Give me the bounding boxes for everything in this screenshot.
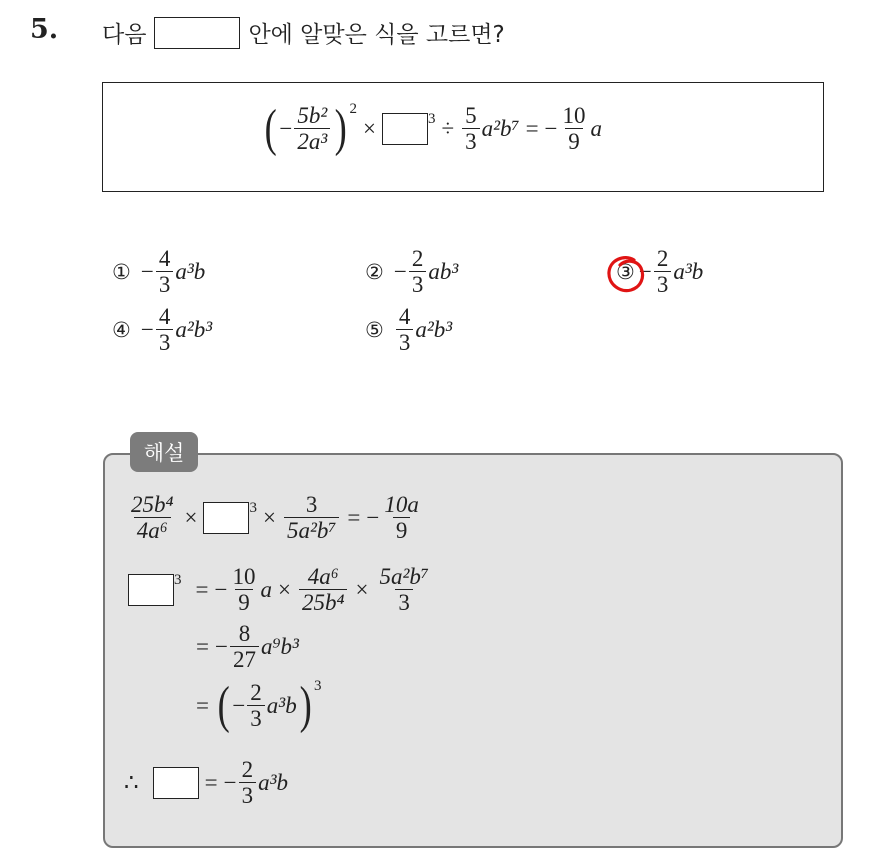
fraction-numerator: 5b² [297, 102, 328, 128]
times-sign: × [277, 577, 291, 603]
rhs-variable: a [590, 116, 603, 141]
choice-term: a³b [175, 259, 206, 285]
fraction-denominator: 25b⁴ [299, 589, 348, 615]
solution-line-4 [196, 677, 322, 734]
times-sign: × [262, 505, 276, 531]
answer-blank-box [154, 17, 240, 49]
fraction [128, 493, 177, 543]
fraction-numerator: 5 [465, 102, 477, 128]
choice-number: ④ [112, 318, 131, 343]
right-paren: ) [299, 677, 312, 734]
solution-line-3 [196, 622, 299, 672]
choice-number [616, 260, 635, 284]
fraction-numerator: 2 [411, 246, 424, 271]
fraction [247, 681, 265, 731]
fraction [376, 565, 431, 615]
choice-sign: − [393, 259, 407, 285]
fraction-denominator: 3 [462, 128, 480, 154]
choice-fraction [409, 247, 427, 297]
equals-sign: = [196, 634, 209, 660]
fraction-numerator: 4 [158, 246, 171, 271]
variable: a [260, 577, 272, 603]
choice-fraction [654, 247, 672, 297]
fraction-denominator: 5a²b⁷ [284, 517, 339, 543]
solution-blank-box [153, 767, 199, 799]
fraction-numerator: 2 [241, 757, 254, 782]
minus-sign: − [214, 577, 228, 603]
choice-term: a³b [673, 259, 704, 285]
fraction-numerator: 4 [158, 304, 171, 329]
minus-sign: − [232, 693, 246, 718]
solution-term: a³b [258, 770, 289, 796]
choice-2[interactable] [365, 247, 458, 297]
solution-line-1 [126, 493, 424, 543]
fraction-denominator: 3 [156, 329, 174, 355]
solution-line-2 [128, 565, 434, 615]
fraction-numerator: 4a⁶ [307, 564, 339, 589]
choice-sign: − [140, 259, 154, 285]
question-text-after: 안에 알맞은 식을 고르면? [248, 22, 505, 48]
solution-term: a⁹b³ [260, 634, 299, 660]
fraction-numerator: 10a [384, 492, 419, 517]
minus-sign: − [214, 634, 228, 660]
left-paren: ( [264, 100, 277, 157]
fraction-denominator: 3 [156, 271, 174, 297]
equals-sign: = [196, 693, 209, 718]
choice-5[interactable] [365, 305, 452, 355]
times-sign: × [363, 116, 377, 141]
fraction-numerator: 8 [238, 621, 251, 646]
fraction-numerator: 25b⁴ [131, 492, 174, 517]
solution-blank-box [128, 574, 174, 606]
minus-sign: − [366, 505, 380, 531]
fraction-denominator: 3 [396, 329, 414, 355]
choice-number: ① [112, 260, 131, 285]
outer-exponent: 3 [314, 677, 322, 694]
fraction-numerator: 10 [562, 102, 586, 128]
outer-exponent: 2 [349, 100, 358, 117]
fraction [299, 565, 348, 615]
fraction-denominator: 4a⁶ [134, 517, 171, 543]
choice-number-text: ③ [616, 260, 635, 285]
choice-number: ② [365, 260, 384, 285]
fraction-2 [462, 104, 480, 154]
choice-fraction [156, 247, 174, 297]
blank-exponent: 3 [174, 571, 182, 588]
fraction-denominator: 3 [239, 782, 257, 808]
equals-sign: = [525, 116, 539, 141]
minus-sign: − [223, 770, 237, 796]
fraction [230, 622, 259, 672]
equation-blank-box [382, 113, 428, 145]
fraction-rhs [560, 104, 589, 154]
fraction-numerator: 5a²b⁷ [379, 564, 429, 589]
choice-fraction [396, 305, 414, 355]
equals-sign: = [195, 577, 209, 603]
solution-term: a³b [266, 693, 297, 718]
right-paren: ) [334, 100, 347, 157]
blank-exponent: 3 [428, 110, 436, 127]
choice-sign: − [140, 317, 154, 343]
fraction-denominator: 27 [230, 646, 259, 672]
solution-blank-box [203, 502, 249, 534]
choice-term: a²b³ [415, 317, 453, 343]
times-sign: × [184, 505, 198, 531]
equals-sign: = [204, 770, 218, 796]
fraction-denominator: 9 [235, 589, 253, 615]
choice-term: ab³ [428, 259, 459, 285]
question-text-before: 다음 [102, 22, 147, 48]
choice-term: a²b³ [175, 317, 213, 343]
therefore-sign: ∴ [124, 770, 139, 796]
minus-sign: − [544, 116, 558, 141]
fraction-numerator: 2 [656, 246, 669, 271]
question-text [102, 16, 505, 49]
fraction-numerator: 3 [305, 492, 318, 517]
minus-sign: − [279, 116, 293, 141]
fraction-numerator: 10 [232, 564, 256, 589]
divide-sign: ÷ [441, 116, 455, 141]
choice-3[interactable] [616, 247, 703, 297]
solution-line-5 [124, 758, 288, 808]
fraction [381, 493, 422, 543]
fraction-denominator: 9 [393, 517, 411, 543]
fraction-numerator: 2 [250, 679, 262, 705]
fraction-1 [294, 104, 330, 154]
equation [262, 100, 603, 157]
fraction-denominator: 9 [565, 128, 583, 154]
blank-exponent: 3 [249, 499, 257, 516]
fraction-denominator: 3 [395, 589, 413, 615]
equals-sign: = [347, 505, 361, 531]
times-sign: × [355, 577, 369, 603]
fraction [284, 493, 339, 543]
fraction-numerator: 4 [398, 304, 411, 329]
choice-sign: − [638, 259, 652, 285]
fraction-denominator: 3 [654, 271, 672, 297]
fraction-denominator: 2a³ [294, 128, 330, 154]
fraction-denominator: 3 [409, 271, 427, 297]
left-paren: ( [217, 677, 230, 734]
solution-label: 해설 [130, 432, 198, 472]
fraction [229, 565, 258, 615]
choice-fraction [156, 305, 174, 355]
choice-4[interactable] [112, 305, 212, 355]
equation-term: a²b⁷ [481, 116, 520, 141]
question-number: 5. [30, 14, 59, 45]
fraction [239, 758, 257, 808]
answer-circle-mark [604, 252, 650, 296]
fraction-denominator: 3 [247, 705, 265, 731]
choice-1[interactable] [112, 247, 205, 297]
choice-number: ⑤ [365, 318, 384, 343]
